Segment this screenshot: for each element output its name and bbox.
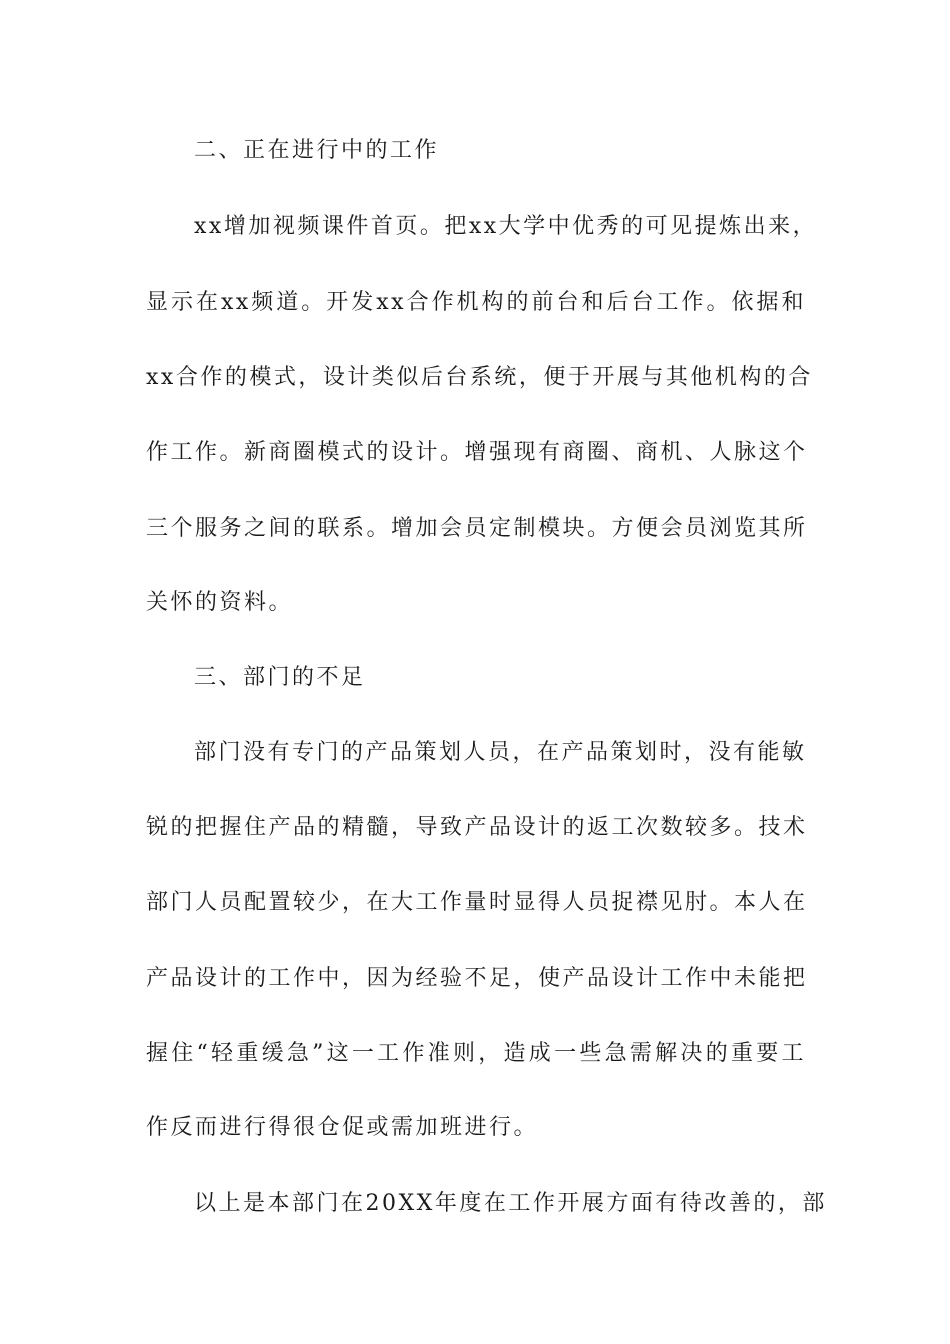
paragraph-line: 关怀的资料。 [146, 590, 294, 615]
paragraph-line: 作反而进行得很仓促或需加班进行。 [146, 1115, 539, 1140]
section-heading-department-shortcomings: 三、部门的不足 [194, 665, 366, 690]
paragraph-line: 作工作。新商圈模式的设计。增强现有商圈、商机、人脉这个 [146, 440, 808, 465]
paragraph-line: 显示在xx频道。开发xx合作机构的前台和后台工作。依据和 [146, 290, 806, 315]
paragraph-line: 以上是本部门在20XX年度在工作开展方面有待改善的，部 [194, 1191, 827, 1216]
paragraph-line: 产品设计的工作中，因为经验不足，使产品设计工作中未能把 [146, 966, 808, 991]
paragraph-line: 三个服务之间的联系。增加会员定制模块。方便会员浏览其所 [146, 516, 808, 541]
paragraph-line: 握住“轻重缓急”这一工作准则，造成一些急需解决的重要工 [146, 1041, 806, 1066]
paragraph-line: xx增加视频课件首页。把xx大学中优秀的可见提炼出来， [194, 214, 818, 239]
paragraph-line: xx合作的模式，设计类似后台系统，便于开展与其他机构的合 [146, 365, 813, 390]
paragraph-line: 部门人员配置较少，在大工作量时显得人员捉襟见肘。本人在 [146, 890, 808, 915]
paragraph-line: 部门没有专门的产品策划人员，在产品策划时，没有能敏 [194, 740, 807, 765]
paragraph-line: 锐的把握住产品的精髓，导致产品设计的返工次数较多。技术 [146, 815, 808, 840]
section-heading-ongoing-work: 二、正在进行中的工作 [194, 138, 440, 163]
